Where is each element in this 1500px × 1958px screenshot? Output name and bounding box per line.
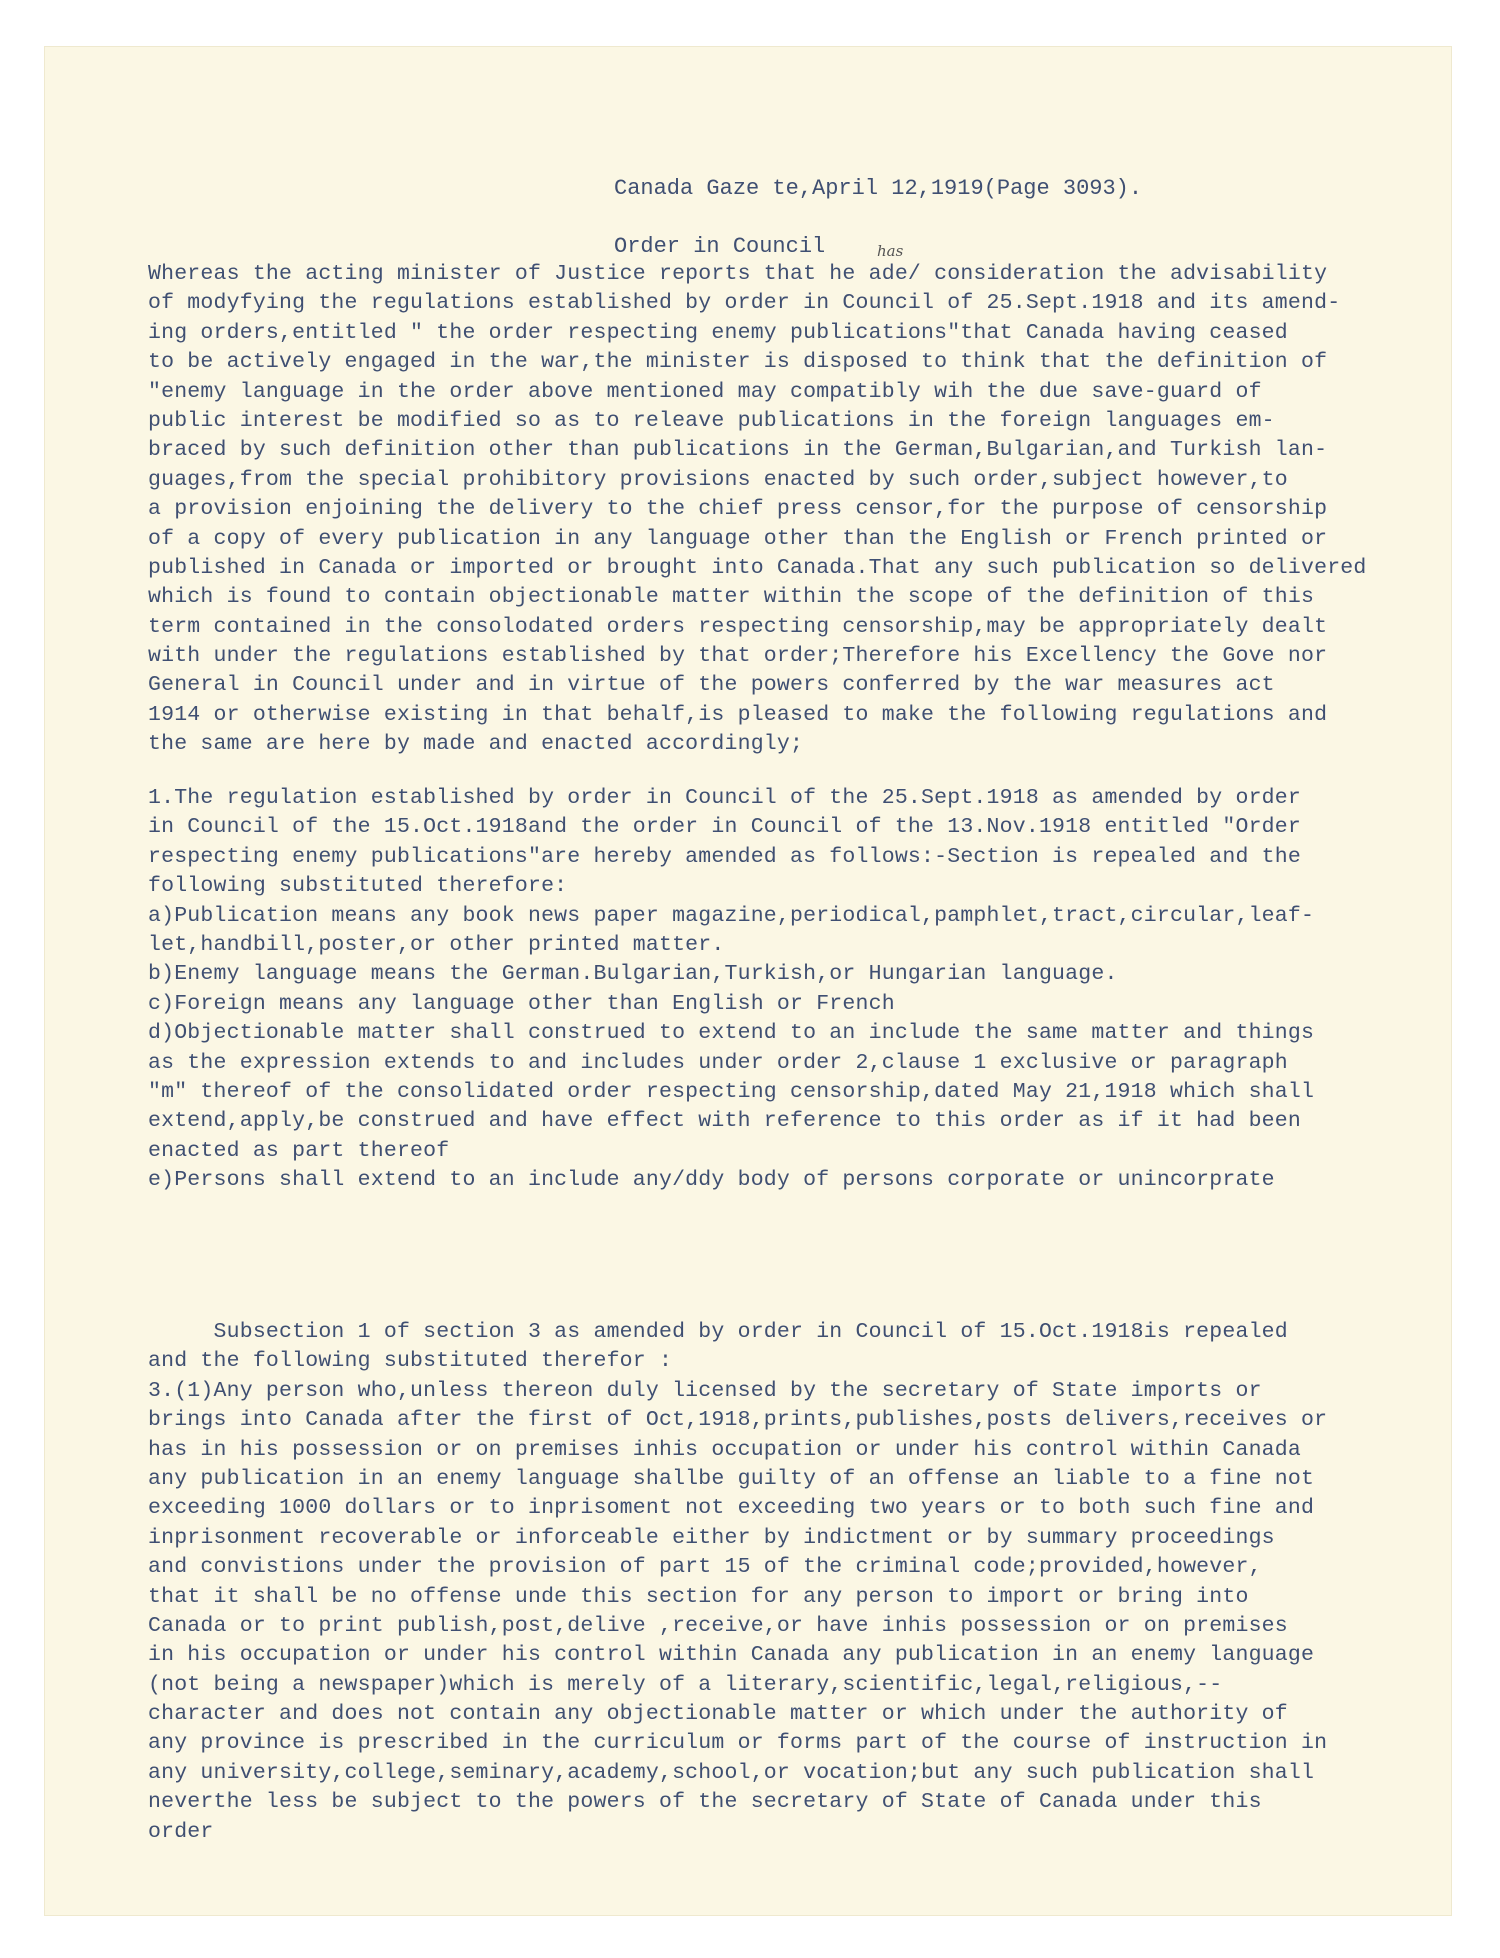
text-line: any publication in an enemy language shallbe guilty of an offense an liable to a fine not bbox=[148, 1466, 1315, 1491]
text-line: that it shall be no offense unde this section for any person to import or bring into bbox=[148, 1584, 1249, 1609]
document-page bbox=[44, 46, 1452, 1916]
document-header: Canada Gaze te,April 12,1919(Page 3093). bbox=[614, 176, 1143, 201]
text-line: term contained in the consolodated orders respecting censorship,may be appropriately dealt bbox=[148, 614, 1328, 639]
text-line: enacted as part thereof bbox=[148, 1138, 450, 1163]
text-line: and convistions under the provision of part 15 of the criminal code;provided,however, bbox=[148, 1555, 1262, 1580]
text-line: to be actively engaged in the war,the minister is disposed to think that the definition of bbox=[148, 350, 1328, 375]
text-line: 1914 or otherwise existing in that behalf,is pleased to make the following regulations and bbox=[148, 702, 1328, 727]
text-line: exceeding 1000 dollars or to inprisoment not exceeding two years or to both such fine and bbox=[148, 1496, 1315, 1521]
paragraph-preamble bbox=[148, 260, 1367, 760]
text-line: 1.The regulation established by order in Council of the 25.Sept.1918 as amended by order bbox=[148, 786, 1301, 810]
text-line: c)Foreign means any language other than English or French bbox=[148, 991, 895, 1016]
text-line: inprisonment recoverable or inforceable either by indictment or by summary proceedings bbox=[148, 1525, 1275, 1550]
text-line: neverthe less be subject to the powers of the secretary of State of Canada under this bbox=[148, 1790, 1262, 1815]
text-line: Whereas the acting minister of Justice reports that he ade/ consideration the advisability bbox=[148, 262, 1328, 286]
text-line: guages,from the special prohibitory provisions enacted by such order,subject however,to bbox=[148, 467, 1288, 492]
text-line: General in Council under and in virtue of the powers conferred by the war measures act bbox=[148, 673, 1275, 698]
text-line: a)Publication means any book news paper magazine,periodical,pamphlet,tract,circular,leaf- bbox=[148, 903, 1315, 928]
handwritten-annotation: has bbox=[877, 242, 904, 260]
text-line: as the expression extends to and includes under order 2,clause 1 exclusive or paragraph bbox=[148, 1050, 1288, 1075]
text-line: (not being a newspaper)which is merely of a literary,scientific,legal,religious,-- bbox=[148, 1672, 1223, 1697]
text-line: brings into Canada after the first of Oct,1918,prints,publishes,posts delivers,receives or bbox=[148, 1408, 1328, 1433]
text-line: in his occupation or under his control within Canada any publication in an enemy language bbox=[148, 1643, 1315, 1668]
text-line: let,handbill,poster,or other printed matter. bbox=[148, 932, 725, 957]
text-line: of modyfying the regulations established by order in Council of 25.Sept.1918 and its amend- bbox=[148, 291, 1341, 316]
text-line: published in Canada or imported or brought into Canada.That any such publication so delivered bbox=[148, 555, 1367, 580]
text-line: 3.(1)Any person who,unless thereon duly licensed by the secretary of State imports or bbox=[148, 1378, 1262, 1403]
text-line: ing orders,entitled " the order respecting enemy publications"that Canada having ceased bbox=[148, 320, 1288, 345]
text-line: with under the regulations established by that order;Therefore his Excellency the Gove nor bbox=[148, 644, 1328, 669]
text-line: has in his possession or on premises inhis occupation or under his control within Canada bbox=[148, 1437, 1301, 1462]
text-line: extend,apply,be construed and have effect with reference to this order as if it had been bbox=[148, 1109, 1301, 1134]
text-line: any university,college,seminary,academy,school,or vocation;but any such publication shall bbox=[148, 1760, 1315, 1785]
text-line: braced by such definition other than publications in the German,Bulgarian,and Turkish lan- bbox=[148, 438, 1328, 463]
text-line: following substituted therefore: bbox=[148, 874, 568, 899]
document-title: Order in Council bbox=[614, 234, 826, 259]
text-line: the same are here by made and enacted accordingly; bbox=[148, 732, 804, 757]
text-line: any province is prescribed in the curriculum or forms part of the course of instruction in bbox=[148, 1731, 1328, 1756]
text-line: "m" thereof of the consolidated order respecting censorship,dated May 21,1918 which shall bbox=[148, 1079, 1315, 1104]
text-line: public interest be modified so as to releave publications in the foreign languages em- bbox=[148, 408, 1275, 433]
text-line: and the following substituted therefor : bbox=[148, 1349, 673, 1374]
text-line: "enemy language in the order above mentioned may compatibly wih the due save-guard of bbox=[148, 379, 1262, 404]
text-line: respecting enemy publications"are hereby amended as follows:-Section is repealed and the bbox=[148, 844, 1301, 869]
text-line: character and does not contain any objectionable matter or which under the authority of bbox=[148, 1702, 1288, 1727]
text-line: a provision enjoining the delivery to the chief press censor,for the purpose of censorship bbox=[148, 497, 1328, 522]
text-line: which is found to contain objectionable matter within the scope of the definition of this bbox=[148, 585, 1315, 610]
paragraph-subsection-3 bbox=[148, 1318, 1327, 1847]
paragraph-section-1 bbox=[148, 784, 1314, 1195]
text-line: in Council of the 15.Oct.1918and the order in Council of the 13.Nov.1918 entitled "Order bbox=[148, 815, 1301, 840]
text-line: b)Enemy language means the German.Bulgarian,Turkish,or Hungarian language. bbox=[148, 962, 1118, 987]
text-line: d)Objectionable matter shall construed to extend to an include the same matter and things bbox=[148, 1021, 1315, 1046]
text-line: Subsection 1 of section 3 as amended by order in Council of 15.Oct.1918is repealed bbox=[148, 1320, 1288, 1344]
text-line: order bbox=[148, 1819, 214, 1844]
text-line: Canada or to print publish,post,delive ,receive,or have inhis possession or on premises bbox=[148, 1613, 1288, 1638]
text-line: of a copy of every publication in any language other than the English or French printed or bbox=[148, 526, 1328, 551]
text-line: e)Persons shall extend to an include any/ddy body of persons corporate or unincorprate bbox=[148, 1168, 1275, 1193]
